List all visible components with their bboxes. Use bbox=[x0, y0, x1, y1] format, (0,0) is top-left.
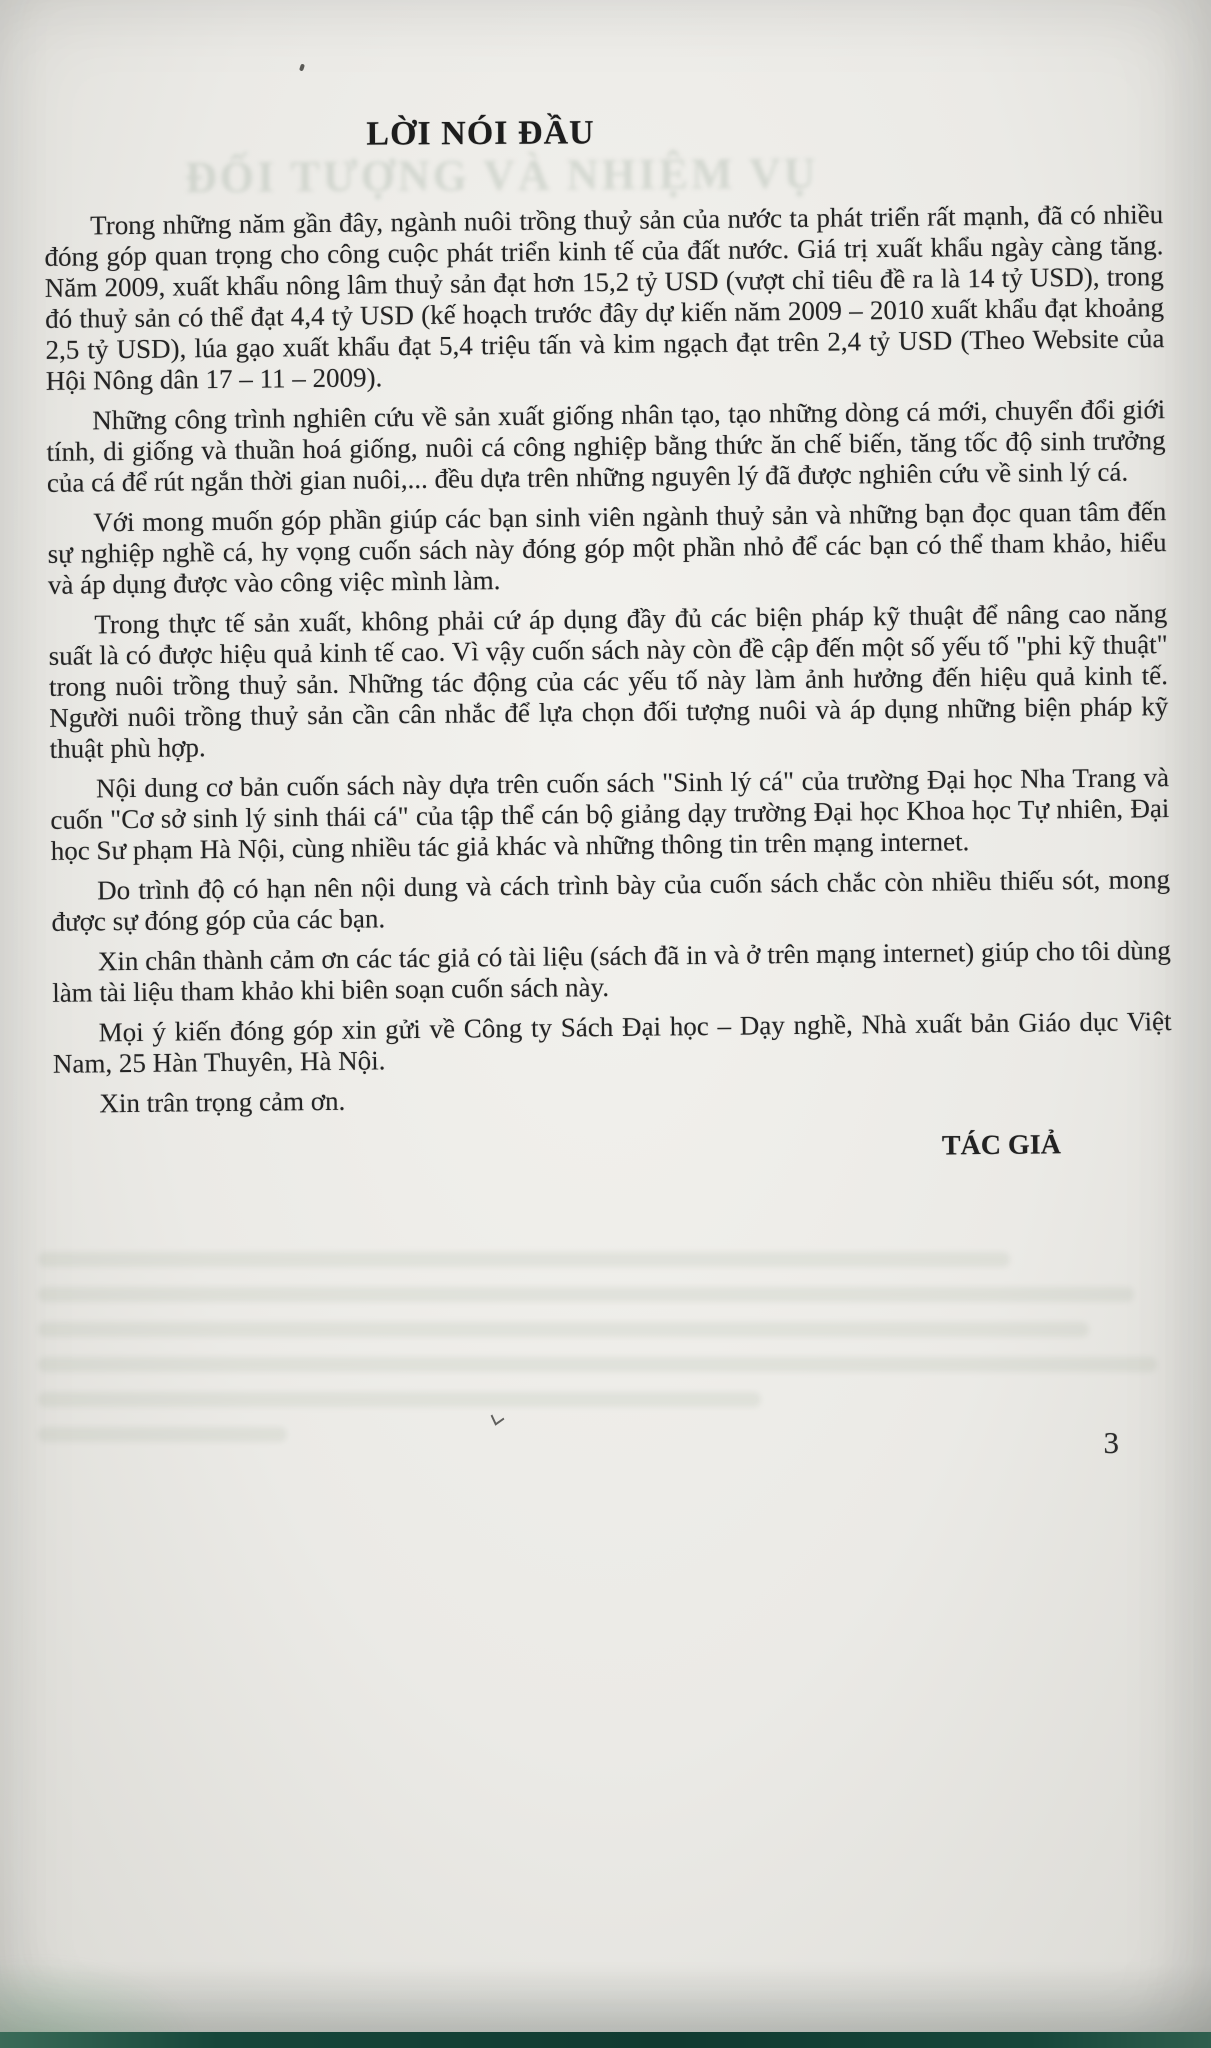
preface-paragraph: Nội dung cơ bản cuốn sách này dựa trên cuốn sách "Sinh lý cá" của trường Đại học Nha Trang và cuốn "Cơ sở sinh lý sinh thái cá" của tập thể cán bộ giảng dạy trường Đại học Khoa học Tự nhiên, Đại học Sư phạm Hà Nội, cùng nhiều tác giả khác và những thông tin trên mạng internet. bbox=[50, 762, 1170, 866]
bleedthrough-line bbox=[38, 1392, 761, 1407]
bleedthrough-line bbox=[38, 1427, 287, 1442]
page-title: LỜI NÓI ĐẦU bbox=[366, 114, 595, 153]
bleedthrough-heading: ĐỐI TƯỢNG VÀ NHIỆM VỤ bbox=[184, 148, 819, 202]
preface-paragraph: Do trình độ có hạn nên nội dung và cách trình bày của cuốn sách chắc còn nhiều thiếu sót, mong được sự đóng góp của các bạn. bbox=[51, 864, 1171, 937]
author-signature: TÁC GIẢ bbox=[941, 1129, 1062, 1162]
bleedthrough-lines bbox=[38, 1252, 1168, 1462]
preface-paragraph: Xin trân trọng cảm ơn. bbox=[99, 1085, 346, 1119]
bleedthrough-line bbox=[38, 1287, 1134, 1302]
preface-paragraph: Xin chân thành cảm ơn các tác giả có tài liệu (sách đã in và ở trên mạng internet) giúp cho tôi dùng làm tài liệu tham khảo khi biên soạn cuốn sách này. bbox=[52, 935, 1171, 1008]
preface-paragraph: Với mong muốn góp phần giúp các bạn sinh viên ngành thuỷ sản và những bạn đọc quan tâm đến sự nghiệp nghề cá, hy vọng cuốn sách này đóng góp một phần nhỏ để các bạn có thể tham khảo, hiểu và áp dụng được vào công việc mình làm. bbox=[47, 496, 1167, 600]
bleedthrough-line bbox=[38, 1252, 1010, 1267]
bleedthrough-line bbox=[38, 1322, 1089, 1337]
page-number: 3 bbox=[1103, 1425, 1119, 1460]
bottom-edge-strip bbox=[0, 2032, 1211, 2048]
preface-text-block bbox=[44, 199, 1173, 1172]
preface-paragraph: Những công trình nghiên cứu về sản xuất giống nhân tạo, tạo những dòng cá mới, chuyển đổi giới tính, di giống và thuần hoá giống, nuôi cá công nghiệp bằng thức ăn chế biến, tăng tốc độ sinh trưởng của cá để rút ngắn thời gian nuôi,... đều dựa trên những nguyên lý đã được nghiên cứu về sinh lý cá. bbox=[46, 394, 1166, 498]
preface-paragraph: Trong những năm gần đây, ngành nuôi trồng thuỷ sản của nước ta phát triển rất mạnh, đã có nhiều đóng góp quan trọng cho công cuộc phát triển kinh tế của đất nước. Giá trị xuất khẩu ngày càng tăng. Năm 2009, xuất khẩu nông lâm thuỷ sản đạt hơn 15,2 tỷ USD (vượt chỉ tiêu đề ra là 14 tỷ USD), trong đó thuỷ sản có thể đạt 4,4 tỷ USD (kế hoạch trước đây dự kiến năm 2009 – 2010 xuất khẩu đạt khoảng 2,5 tỷ USD), lúa gạo xuất khẩu đạt 5,4 triệu tấn và kim ngạch đạt trên 2,4 tỷ USD (Theo Website của Hội Nông dân 17 – 11 – 2009). bbox=[44, 199, 1165, 396]
preface-paragraph: Mọi ý kiến đóng góp xin gửi về Công ty Sách Đại học – Dạy nghề, Nhà xuất bản Giáo dục Việt Nam, 25 Hàn Thuyên, Hà Nội. bbox=[52, 1006, 1172, 1079]
bleedthrough-line bbox=[38, 1357, 1157, 1372]
bottom-shadow bbox=[0, 1964, 1211, 2034]
scan-speck bbox=[299, 64, 305, 72]
scan-mark bbox=[491, 1409, 505, 1425]
preface-paragraph: Trong thực tế sản xuất, không phải cứ áp dụng đầy đủ các biện pháp kỹ thuật để nâng cao năng suất là có được hiệu quả kinh tế cao. Vì vậy cuốn sách này còn đề cập đến một số yếu tố "phi kỹ thuật" trong nuôi trồng thuỷ sản. Những tác động của các yếu tố này làm ảnh hưởng đến hiệu quả kinh tế. Người nuôi trồng thuỷ sản cần cân nhắc để lựa chọn đối tượng nuôi và áp dụng những biện pháp kỹ thuật phù hợp. bbox=[48, 598, 1169, 764]
